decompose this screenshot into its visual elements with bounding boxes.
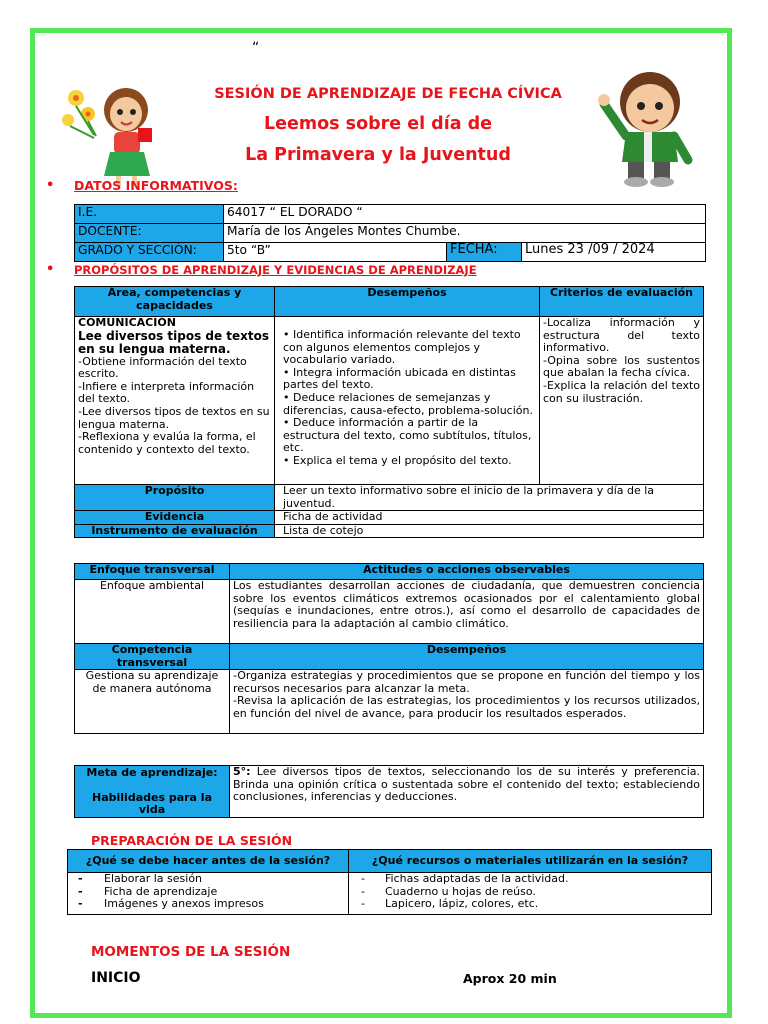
competencia-transversal-header: Competencia transversal — [75, 644, 230, 670]
bullet-icon: • — [46, 262, 55, 277]
fecha-label: FECHA: — [447, 243, 522, 262]
girl-illustration — [58, 80, 168, 190]
recurso-item: - Lapicero, lápiz, colores, etc. — [361, 897, 539, 911]
antes-cell — [68, 873, 349, 915]
competencia-text: Lee diversos tipos de textos en su lengua materna. — [78, 328, 270, 356]
grado-label: GRADO Y SECCIÓN: — [75, 243, 224, 262]
capacidad-item: -Reflexiona y evalúa la forma, el contenido y contexto del texto. — [78, 430, 256, 456]
desempeno-item: • Explica el tema y el propósito del texto. — [283, 453, 512, 467]
col-criterios-header: Criterios de evaluación — [540, 287, 704, 317]
recurso-item: - Cuaderno u hojas de reúso. — [361, 884, 536, 898]
ie-label: I.E. — [75, 205, 224, 224]
desempenos-transversal-header: Desempeños — [230, 644, 704, 670]
desempeno-transversal-item: -Organiza estrategias y procedimientos que se propone en función del tiempo y los recursos necesarios para alcanzar la meta. — [233, 669, 700, 695]
criterios-cell — [540, 317, 704, 485]
evidencia-value: Ficha de actividad — [275, 511, 704, 525]
antes-item: - Ficha de aprendizaje — [78, 884, 218, 898]
momentos-title: MOMENTOS DE LA SESIÓN — [91, 944, 291, 960]
capacidad-item: -Infiere e interpreta información del texto. — [78, 379, 255, 406]
instrumento-value: Lista de cotejo — [275, 524, 704, 538]
antes-item: - Elaborar la sesión — [78, 872, 203, 885]
competencia-transversal-value: Gestiona su aprendizaje de manera autónoma — [75, 670, 230, 734]
antes-item: - Imágenes y anexos impresos — [78, 897, 264, 911]
actitudes-header: Actitudes o acciones observables — [230, 564, 704, 580]
proposito-value: Leer un texto informativo sobre el inicio de la primavera y día de la juventud. — [275, 485, 704, 511]
recursos-header: ¿Qué recursos o materiales utilizarán en la sesión? — [349, 850, 712, 873]
antes-header: ¿Qué se debe hacer antes de la sesión? — [68, 850, 349, 873]
desempeno-item: • Integra información ubicada en distintas partes del texto. — [283, 365, 516, 392]
evidencia-label: Evidencia — [75, 511, 275, 525]
meta-table — [74, 765, 704, 818]
criterio-item: -Opina sobre los sustentos que abalan la fecha cívica. — [543, 353, 700, 380]
recursos-cell — [349, 873, 712, 915]
page-title-line1: Leemos sobre el día de — [264, 114, 492, 134]
page-title-line2: La Primavera y la Juventud — [245, 145, 511, 165]
desempenos-cell — [275, 317, 540, 485]
desempenos-transversal-cell — [230, 670, 704, 734]
proposito-label: Propósito — [75, 485, 275, 511]
habilidades-label: Habilidades para la vida — [92, 790, 212, 817]
area-cell — [75, 317, 275, 485]
desempeno-item: • Deduce relaciones de semejanzas y diferencias, causa-efecto, problema-solución. — [283, 390, 533, 417]
boy-illustration — [596, 66, 698, 188]
desempeno-transversal-item: -Revisa la aplicación de las estrategias, los procedimientos y los recursos utilizados, en función del nivel de avance, para producir los resultados esperados. — [233, 694, 700, 720]
col-desempenos-header: Desempeños — [275, 287, 540, 317]
area-name: COMUNICACIÓN — [78, 316, 176, 329]
meta-grade: 5°: — [233, 765, 251, 778]
meta-label: Meta de aprendizaje: — [86, 766, 218, 779]
desempeno-item: • Deduce información a partir de la estructura del texto, como subtítulos, títulos, etc. — [283, 416, 532, 455]
fecha-value: Lunes 23 /09 / 2024 — [522, 243, 706, 262]
propositos-title: PROPÓSITOS DE APRENDIZAJE Y EVIDENCIAS DE APRENDIZAJE — [74, 263, 477, 277]
docente-label: DOCENTE: — [75, 224, 224, 243]
instrumento-label: Instrumento de evaluación — [75, 524, 275, 538]
preparacion-title: PREPARACIÓN DE LA SESIÓN — [91, 833, 293, 848]
session-type-title: SESIÓN DE APRENDIZAJE DE FECHA CÍVICA — [214, 86, 562, 102]
enfoque-header: Enfoque transversal — [75, 564, 230, 580]
inicio-label: INICIO — [91, 970, 141, 986]
col-area-header: Área, competencias y capacidades — [75, 287, 275, 317]
inicio-time: Aprox 20 min — [463, 971, 557, 986]
ie-value: 64017 “ EL DORADO “ — [224, 205, 706, 224]
datos-table — [74, 204, 706, 262]
capacidad-item: -Obtiene información del texto escrito. — [78, 354, 247, 381]
capacidad-item: -Lee diversos tipos de textos en su lengua materna. — [78, 404, 270, 431]
criterio-item: -Localiza información y estructura del texto informativo. — [543, 316, 700, 355]
recurso-item: - Fichas adaptadas de la actividad. — [361, 872, 569, 885]
meta-text: Lee diversos tipos de textos, seleccionando los de su interés y preferencia. Brinda una opinión crítica o sustentada sobre el contenido del texto; estableciendo conclusiones, inferencias y deducciones. — [233, 765, 700, 804]
datos-title: DATOS INFORMATIVOS: — [74, 178, 238, 193]
enfoque-table — [74, 563, 704, 734]
grado-value: 5to “B” — [224, 243, 447, 262]
bullet-icon: • — [46, 178, 55, 193]
meta-text-cell — [230, 766, 704, 818]
top-quote-mark: “ — [252, 40, 260, 56]
desempeno-item: • Identifica información relevante del texto con algunos elementos complejos y vocabulario variado. — [283, 328, 521, 367]
propositos-table — [74, 286, 704, 538]
meta-label-cell — [75, 766, 230, 818]
actitudes-text: Los estudiantes desarrollan acciones de ciudadanía, que demuestren conciencia sobre los eventos climáticos extremos ocasionados por el calentamiento global (sequías e inundaciones, entre otros.), así como el desarrollo de capacidades de resiliencia para la adaptación al cambio climático. — [230, 580, 704, 644]
enfoque-name: Enfoque ambiental — [75, 580, 230, 644]
preparacion-table — [67, 849, 712, 915]
criterio-item: -Explica la relación del texto con su ilustración. — [543, 378, 700, 405]
docente-value: María de los Ángeles Montes Chumbe. — [224, 224, 706, 243]
